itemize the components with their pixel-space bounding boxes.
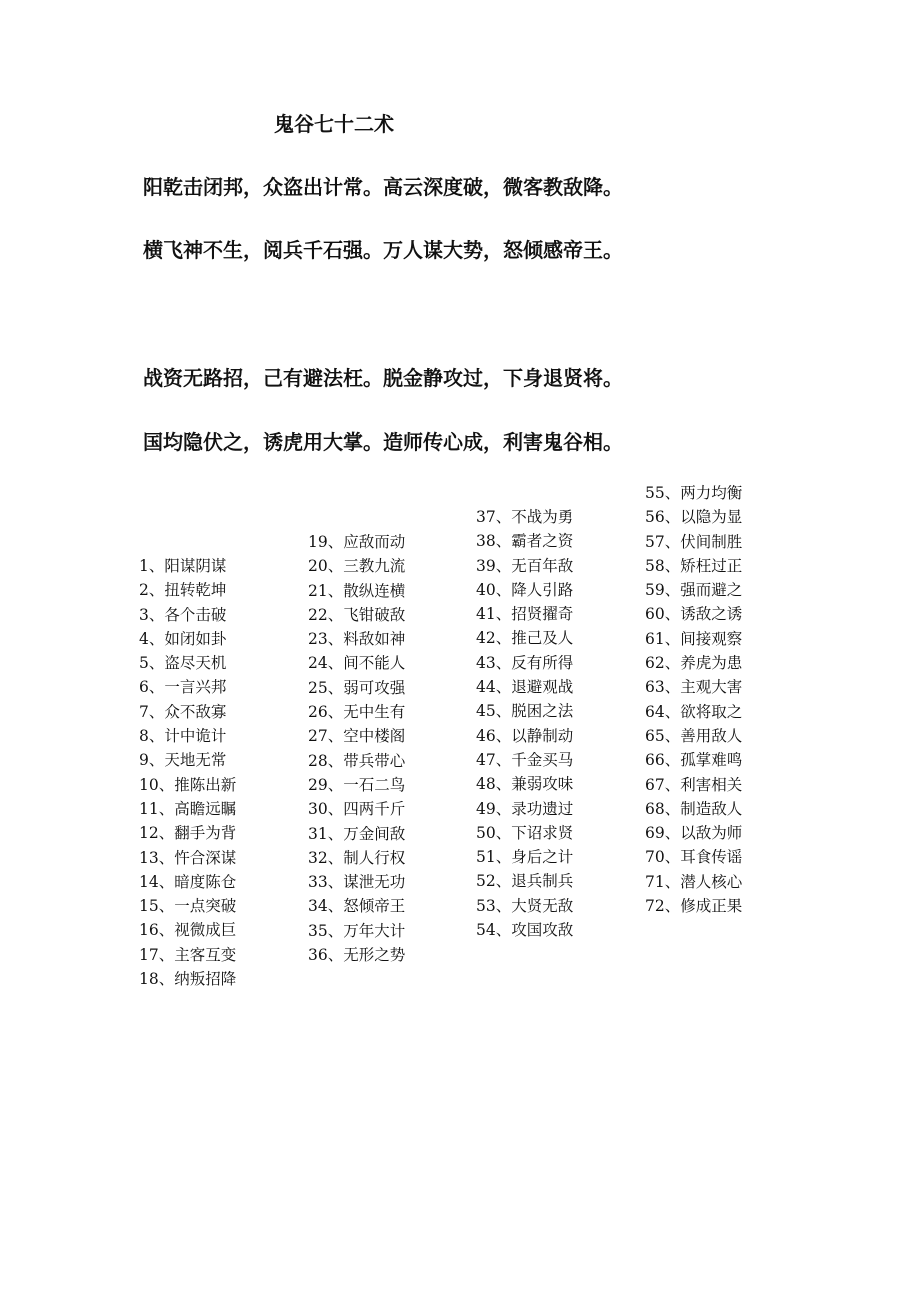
list-item: 42、推己及人 [476, 629, 574, 648]
list-item: 60、诱敌之诱 [645, 605, 743, 624]
list-item: 54、攻国攻敌 [476, 921, 574, 940]
list-item: 49、录功遗过 [476, 799, 574, 818]
list-item: 53、大贤无敌 [476, 896, 574, 915]
list-item: 29、一石二鸟 [308, 775, 406, 794]
list-item: 61、间接观察 [645, 629, 743, 648]
list-item: 69、以敌为师 [645, 824, 743, 843]
technique-column-1 [139, 554, 236, 991]
list-item: 37、不战为勇 [476, 508, 574, 526]
list-item: 72、修成正果 [645, 897, 743, 916]
list-item: 26、无中生有 [308, 703, 406, 722]
list-item: 2、扭转乾坤 [139, 581, 227, 600]
list-item: 17、主客互变 [139, 945, 237, 964]
list-item: 43、反有所得 [476, 653, 574, 672]
list-item: 28、带兵带心 [308, 751, 406, 770]
list-item: 24、间不能人 [308, 654, 406, 673]
list-item: 13、忤合深谋 [139, 848, 237, 867]
list-item: 22、飞钳破敌 [308, 605, 406, 624]
list-item: 40、降人引路 [476, 580, 574, 599]
list-item: 35、万年大计 [308, 921, 406, 940]
list-item: 9、天地无常 [139, 751, 227, 770]
list-item: 6、一言兴邦 [139, 678, 227, 697]
list-item: 33、谋泄无功 [308, 873, 406, 892]
list-item: 21、散纵连横 [308, 581, 406, 600]
list-item: 68、制造敌人 [645, 799, 743, 818]
list-item: 70、耳食传谣 [645, 848, 743, 867]
list-item: 48、兼弱攻味 [476, 775, 574, 794]
list-item: 39、无百年敌 [476, 556, 574, 575]
technique-column-2 [308, 530, 405, 967]
list-item: 45、脱困之法 [476, 702, 574, 721]
list-item: 16、视微成巨 [139, 921, 237, 940]
list-item: 20、三教九流 [308, 557, 406, 576]
list-item: 27、空中楼阁 [308, 727, 406, 746]
list-item: 8、计中诡计 [139, 727, 227, 746]
list-item: 11、高瞻远瞩 [139, 799, 237, 818]
list-item: 59、强而避之 [645, 581, 743, 600]
list-item: 55、两力均衡 [645, 484, 743, 502]
list-item: 57、伏间制胜 [645, 532, 743, 551]
list-item: 30、四两千斤 [308, 800, 406, 819]
list-item: 67、利害相关 [645, 775, 743, 794]
list-item: 12、翻手为背 [139, 824, 237, 843]
list-item: 23、料敌如神 [308, 630, 406, 649]
list-item: 14、暗度陈仓 [139, 872, 237, 891]
list-item: 5、盗尽天机 [139, 654, 227, 673]
list-item: 10、推陈出新 [139, 775, 237, 794]
list-item: 34、怒倾帝王 [308, 897, 406, 916]
list-item: 66、孤掌难鸣 [645, 751, 743, 770]
list-item: 64、欲将取之 [645, 702, 743, 721]
verse-line-2: 横飞神不生，阅兵千石强。万人谋大势，怒倾感帝王。 [143, 238, 623, 262]
list-item: 7、众不敌寡 [139, 702, 227, 721]
verse-line-3: 战资无路招，己有避法枉。脱金静攻过，下身退贤将。 [143, 366, 623, 390]
list-item: 31、万金间敌 [308, 824, 406, 843]
verse-line-1: 阳乾击闭邦，众盗出计常。高云深度破，微客教敌降。 [143, 175, 623, 199]
verse-line-4: 国均隐伏之，诱虎用大掌。造师传心成，利害鬼谷相。 [143, 430, 623, 454]
list-item: 15、一点突破 [139, 897, 237, 916]
list-item: 4、如闭如卦 [139, 629, 227, 648]
list-item: 32、制人行权 [308, 848, 406, 867]
list-item: 52、退兵制兵 [476, 872, 574, 891]
list-item: 50、下诏求贤 [476, 823, 574, 842]
list-item: 3、各个击破 [139, 605, 227, 624]
list-item: 62、养虎为患 [645, 654, 743, 673]
list-item: 19、应敌而动 [308, 533, 406, 551]
list-item: 47、千金买马 [476, 750, 574, 769]
list-item: 36、无形之势 [308, 946, 406, 965]
page-title: 鬼谷七十二术 [274, 112, 394, 136]
list-item: 65、善用敌人 [645, 726, 743, 745]
list-item: 56、以隐为显 [645, 508, 743, 527]
technique-column-4 [645, 481, 742, 918]
list-item: 63、主观大害 [645, 678, 743, 697]
list-item: 41、招贤擢奇 [476, 605, 574, 624]
list-item: 38、霸者之资 [476, 532, 574, 551]
list-item: 44、退避观战 [476, 678, 574, 697]
list-item: 1、阳谋阴谋 [139, 557, 227, 575]
list-item: 25、弱可攻强 [308, 678, 406, 697]
list-item: 18、纳叛招降 [139, 970, 237, 989]
technique-column-3 [476, 505, 573, 942]
list-item: 58、矫枉过正 [645, 556, 743, 575]
list-item: 71、潜人核心 [645, 872, 743, 891]
list-item: 46、以静制动 [476, 726, 574, 745]
list-item: 51、身后之计 [476, 848, 574, 867]
